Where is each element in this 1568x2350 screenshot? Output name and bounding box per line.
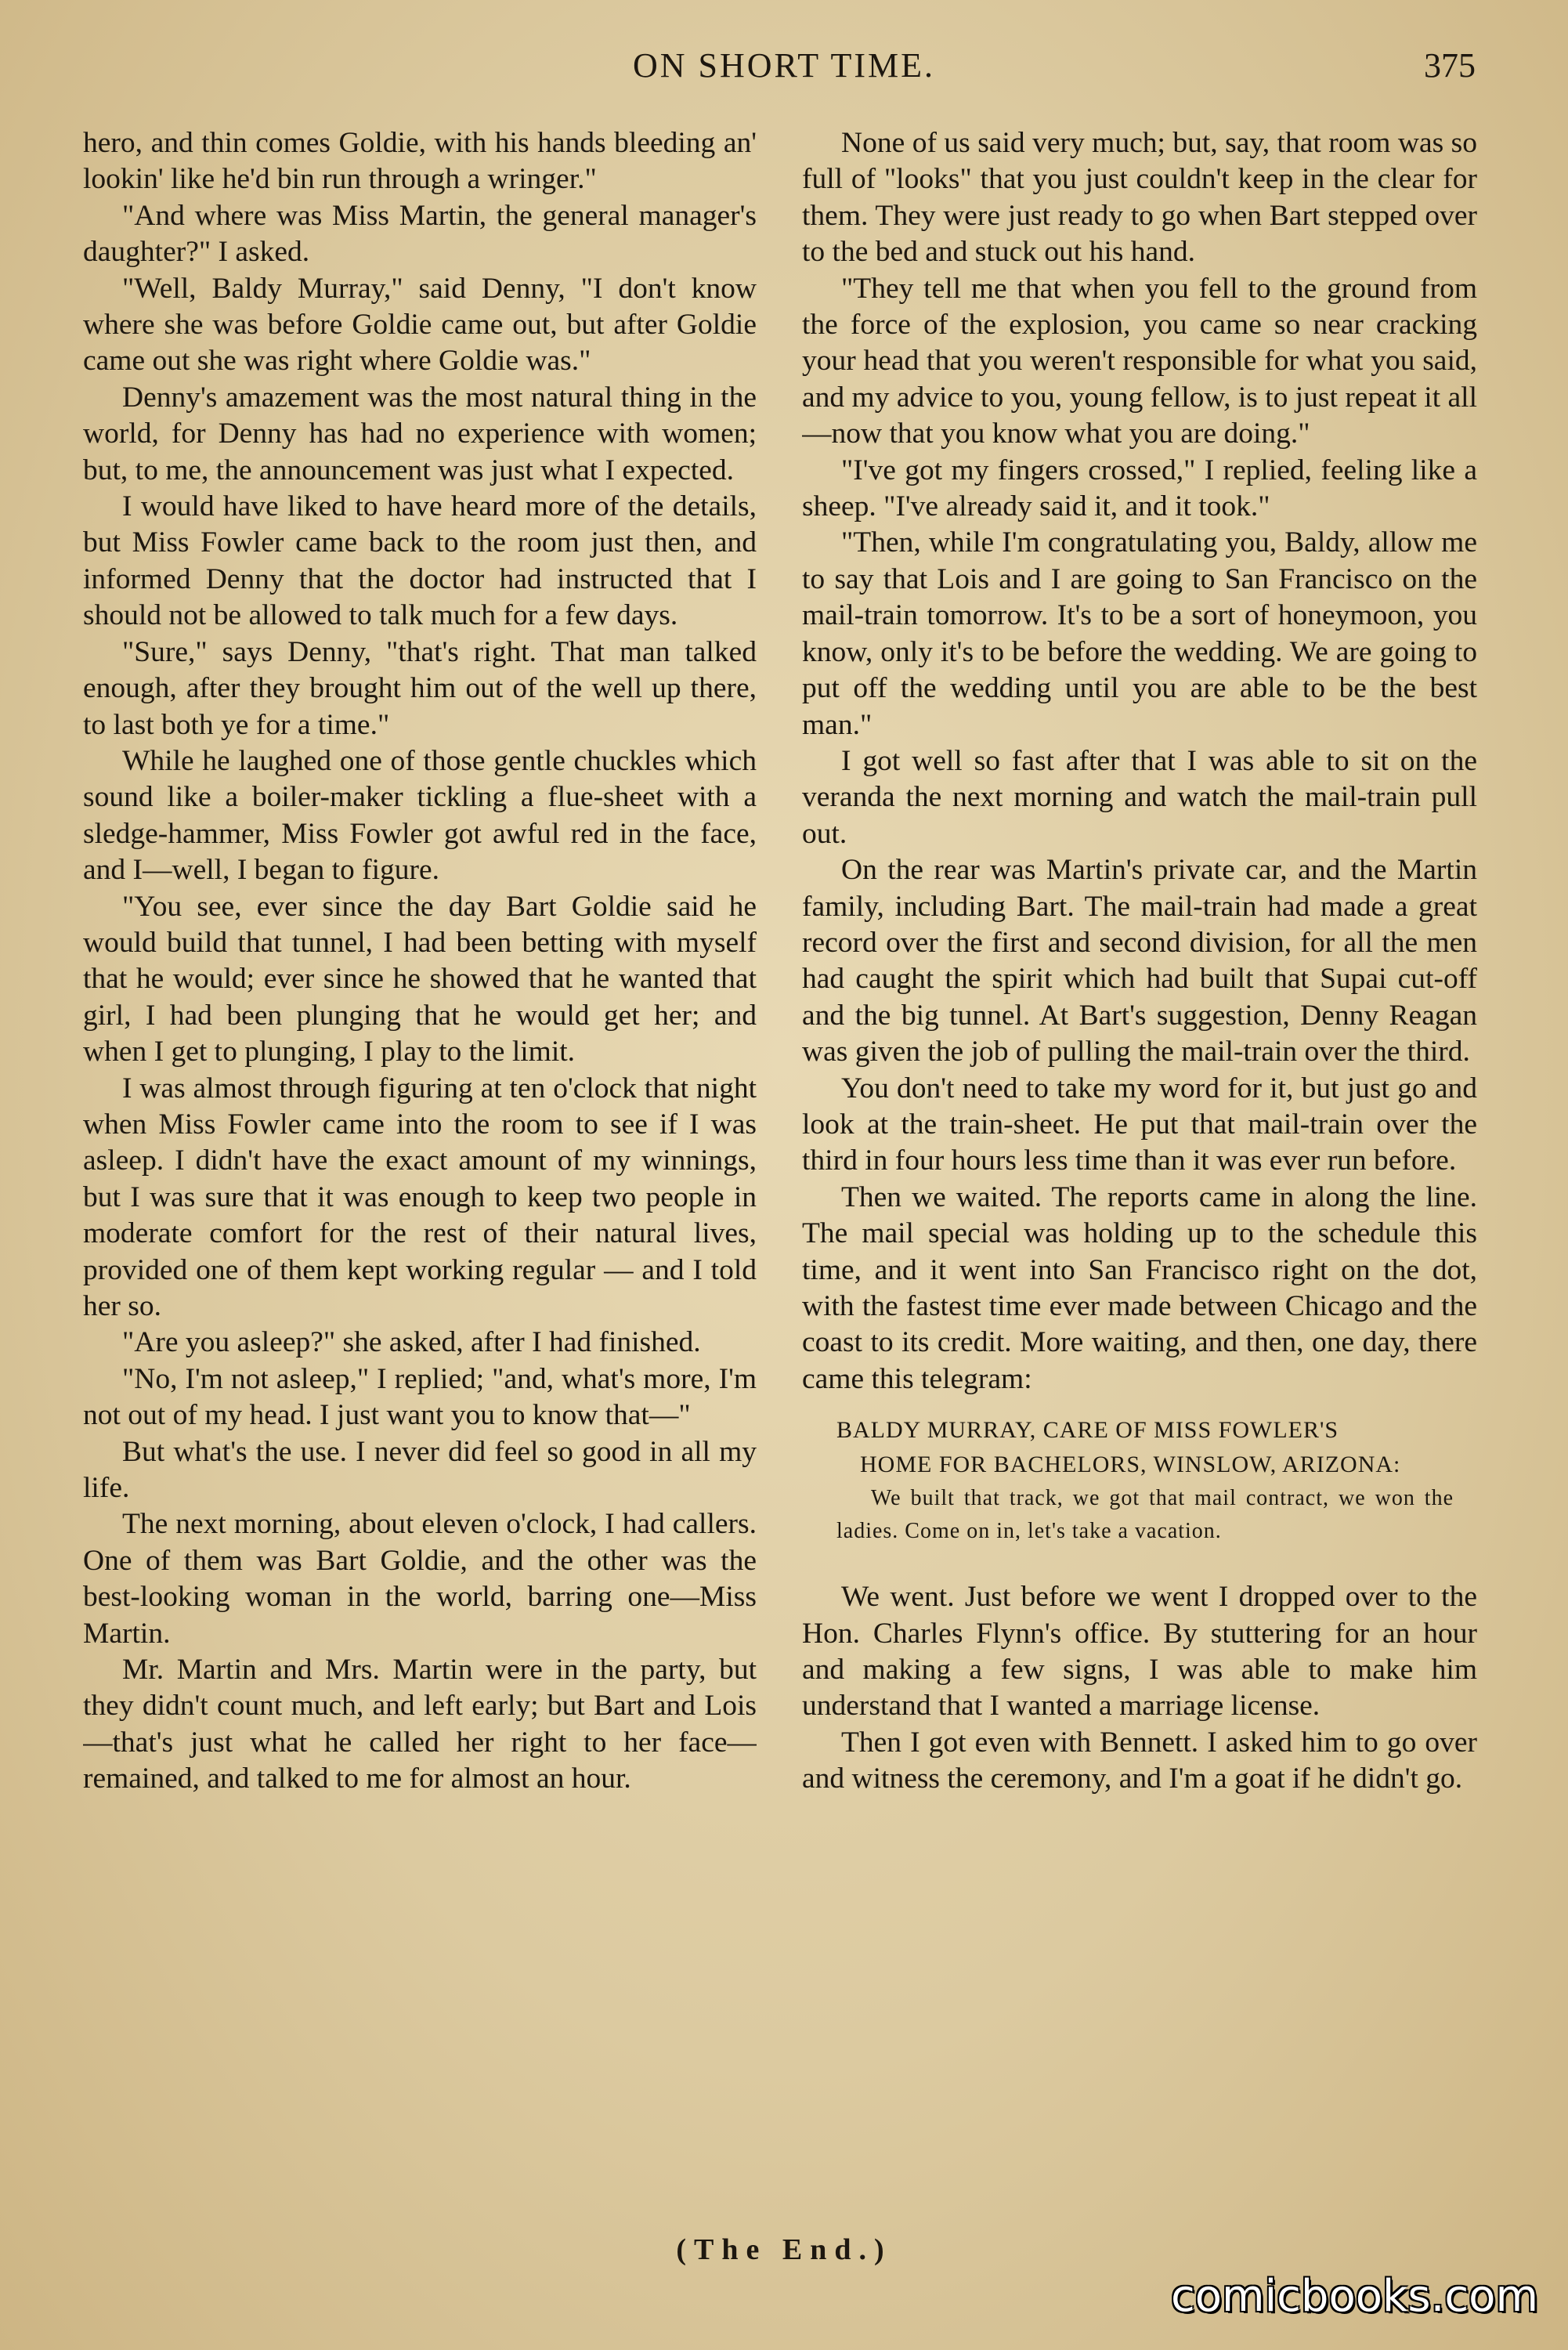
- the-end-label: (The End.): [676, 2233, 892, 2266]
- left-column: [83, 125, 757, 2240]
- paragraph: Denny's amazement was the most natural thing in the world, for Denny has had no experience with women; but, to me, the announcement was just what I expected.: [83, 381, 757, 486]
- telegram-address-line: BALDY MURRAY, CARE OF MISS FOWLER'S: [836, 1417, 1339, 1444]
- telegram-message: We built that track, we got that mail contract, we won the ladies. Come on in, let's take a vacation.: [836, 1486, 1454, 1544]
- paragraph: The next morning, about eleven o'clock, I had callers. One of them was Bart Goldie, and the other was the best-looking woman in the world, barring one—Miss Martin.: [83, 1508, 757, 1650]
- paragraph: "Then, while I'm congratulating you, Baldy, allow me to say that Lois and I are going to San Francisco on the mail-train tomorrow. It's to be a sort of honeymoon, you know, only it's to be before the wedding. We are going to put off the wedding until you are able to be the best man.": [802, 526, 1477, 741]
- paragraph: I got well so fast after that I was able to sit on the veranda the next morning and watch the mail-train pull out.: [802, 744, 1477, 850]
- telegram: [802, 1413, 1477, 1548]
- page-header: [0, 45, 1568, 92]
- paragraph: hero, and thin comes Goldie, with his hands bleeding an' lookin' like he'd bin run through a wringer.": [83, 127, 757, 196]
- paragraph: "Sure," says Denny, "that's right. That man talked enough, after they brought him out of the well up there, to last both ye for a time.": [83, 635, 757, 741]
- paragraph: "No, I'm not asleep," I replied; "and, what's more, I'm not out of my head. I just want you to know that—": [83, 1362, 757, 1432]
- paragraph: Then I got even with Bennett. I asked him to go over and witness the ceremony, and I'm a goat if he didn't go.: [802, 1726, 1477, 1795]
- paragraph: On the rear was Martin's private car, and the Martin family, including Bart. The mail-train had made a great record over the first and second division, for all the men had caught the spirit which had built that Supai cut-off and the big tunnel. At Bart's suggestion, Denny Reagan was given the job of pulling the mail-train over the third.: [802, 854, 1477, 1068]
- running-title: ON SHORT TIME.: [632, 46, 936, 85]
- paragraph: "They tell me that when you fell to the ground from the force of the explosion, you came so near cracking your head that you weren't responsible for what you said, and my advice to you, young fellow, is to just repeat it all—now that you know what you are doing.": [802, 272, 1477, 450]
- paragraph: I was almost through figuring at ten o'clock that night when Miss Fowler came into the room to see if I was asleep. I didn't have the exact amount of my winnings, but I was sure that it was enough to keep two people in moderate comfort for the rest of their natural lives, provided one of them kept working regular — and I told her so.: [83, 1072, 757, 1322]
- right-column: [802, 125, 1477, 2240]
- paragraph: But what's the use. I never did feel so good in all my life.: [83, 1435, 757, 1505]
- paragraph: We went. Just before we went I dropped over to the Hon. Charles Flynn's office. By stuttering for an hour and making a few signs, I was able to make him understand that I wanted a marriage license.: [802, 1581, 1477, 1723]
- telegram-address-line: HOME FOR BACHELORS, WINSLOW, ARIZONA:: [860, 1452, 1401, 1478]
- paragraph: You don't need to take my word for it, but just go and look at the train-sheet. He put that mail-train over the third in four hours less time than it was ever run before.: [802, 1072, 1477, 1177]
- paragraph: "Well, Baldy Murray," said Denny, "I don't know where she was before Goldie came out, but after Goldie came out she was right where Goldie was.": [83, 272, 757, 378]
- page-number: 375: [1424, 46, 1476, 85]
- paragraph: "I've got my fingers crossed," I replied, feeling like a sheep. "I've already said it, and it took.": [802, 454, 1477, 523]
- paragraph: "You see, ever since the day Bart Goldie said he would build that tunnel, I had been betting with myself that he would; ever since he showed that he wanted that girl, I had been plunging that he would get her; and when I get to plunging, I play to the limit.: [83, 890, 757, 1068]
- paragraph: Mr. Martin and Mrs. Martin were in the party, but they didn't count much, and left early; but Bart and Lois—that's just what he called her right to her face—remained, and talked to me for almost an hour.: [83, 1654, 757, 1795]
- paragraph: Then we waited. The reports came in along the line. The mail special was holding up to the schedule this time, and it went into San Francisco right on the dot, with the fastest time ever made between Chicago and the coast to its credit. More waiting, and then, one day, there came this telegram:: [802, 1180, 1477, 1395]
- paragraph: "And where was Miss Martin, the general manager's daughter?" I asked.: [83, 199, 757, 269]
- paragraph: "Are you asleep?" she asked, after I had finished.: [122, 1326, 701, 1359]
- watermark-logo: comicbooks.com: [1170, 2271, 1538, 2322]
- paragraph: While he laughed one of those gentle chuckles which sound like a boiler-maker tickling a flue-sheet with a sledge-hammer, Miss Fowler got awful red in the face, and I—well, I began to figure.: [83, 744, 757, 887]
- paragraph: I would have liked to have heard more of the details, but Miss Fowler came back to the room just then, and informed Denny that the doctor had instructed that I should not be allowed to talk much for a few days.: [83, 490, 757, 632]
- paragraph: None of us said very much; but, say, that room was so full of "looks" that you just couldn't keep in the clear for them. They were just ready to go when Bart stepped over to the bed and stuck out his hand.: [802, 127, 1477, 269]
